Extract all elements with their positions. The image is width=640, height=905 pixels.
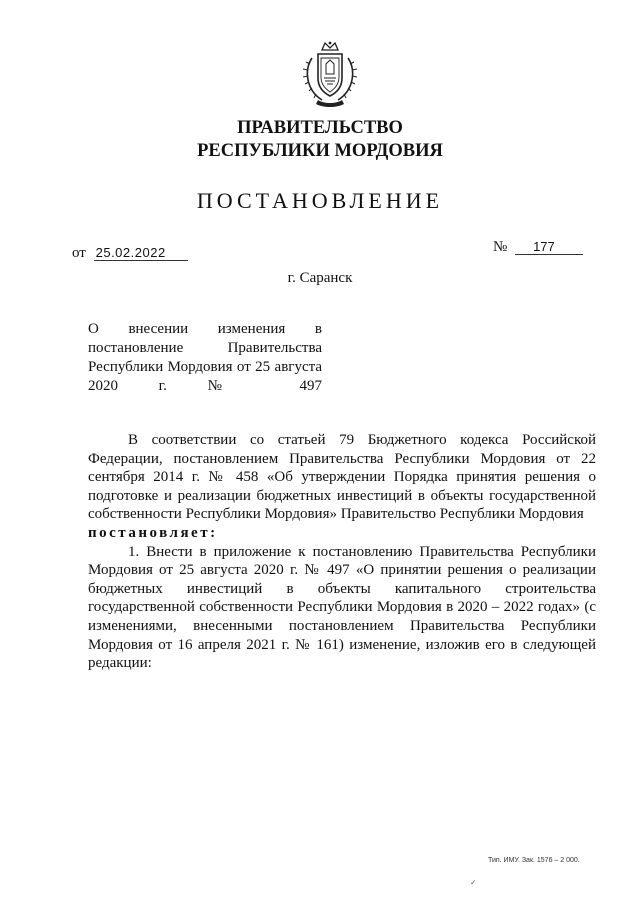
date-prefix: от bbox=[72, 245, 86, 261]
check-mark: ✓ bbox=[470, 878, 477, 887]
government-title-line1: ПРАВИТЕЛЬСТВО bbox=[237, 118, 403, 138]
coat-of-arms-icon bbox=[298, 40, 362, 108]
number-field bbox=[493, 239, 583, 256]
print-info: Тип. ИМУ. Зак. 1576 – 2 000. bbox=[488, 857, 580, 864]
document-subject: О внесении изменения в постановление Правительства Республики Мордовия от 25 августа 2020 г. № 497 bbox=[88, 321, 322, 394]
decree-paragraph bbox=[88, 524, 596, 543]
decree-word: постановляет: bbox=[88, 524, 218, 541]
date-field bbox=[72, 245, 188, 262]
document-body bbox=[88, 431, 596, 673]
item-1-text: 1. Внести в приложение к постановлению Правительства Республики Мордовия от 25 августа 2020 г. № 497 «О принятии решения о реализации бюджетных инвестиций в объекты капитального строительства государственной собственности Республики Мордовия в 2020 – 2022 годах» (с изменениями, внесенными постановлением Правительства Республики Мордовия от 16 апреля 2021 г. № 161) изменение, изложив его в следующей редакции: bbox=[88, 543, 596, 672]
document-number: 177 bbox=[515, 239, 583, 255]
document-date: 25.02.2022 bbox=[94, 245, 188, 261]
item-1-paragraph bbox=[88, 543, 596, 673]
government-title-line2: РЕСПУБЛИКИ МОРДОВИЯ bbox=[197, 141, 443, 161]
document-type-title: ПОСТАНОВЛЕНИЕ bbox=[196, 188, 444, 213]
preamble-paragraph bbox=[88, 431, 596, 524]
number-prefix: № bbox=[493, 239, 508, 255]
city-label: г. Саранск bbox=[287, 270, 353, 286]
preamble-text: В соответствии со статьей 79 Бюджетного кодекса Российской Федерации, постановлением Правительства Республики Мордовия от 22 сентября 2014 г. № 458 «Об утверждении Порядка принятия решения о подготовке и реализации бюджетных инвестиций в объекты государственной собственности Республики Мордовия» Правительство Республики Мордовия bbox=[88, 432, 596, 523]
